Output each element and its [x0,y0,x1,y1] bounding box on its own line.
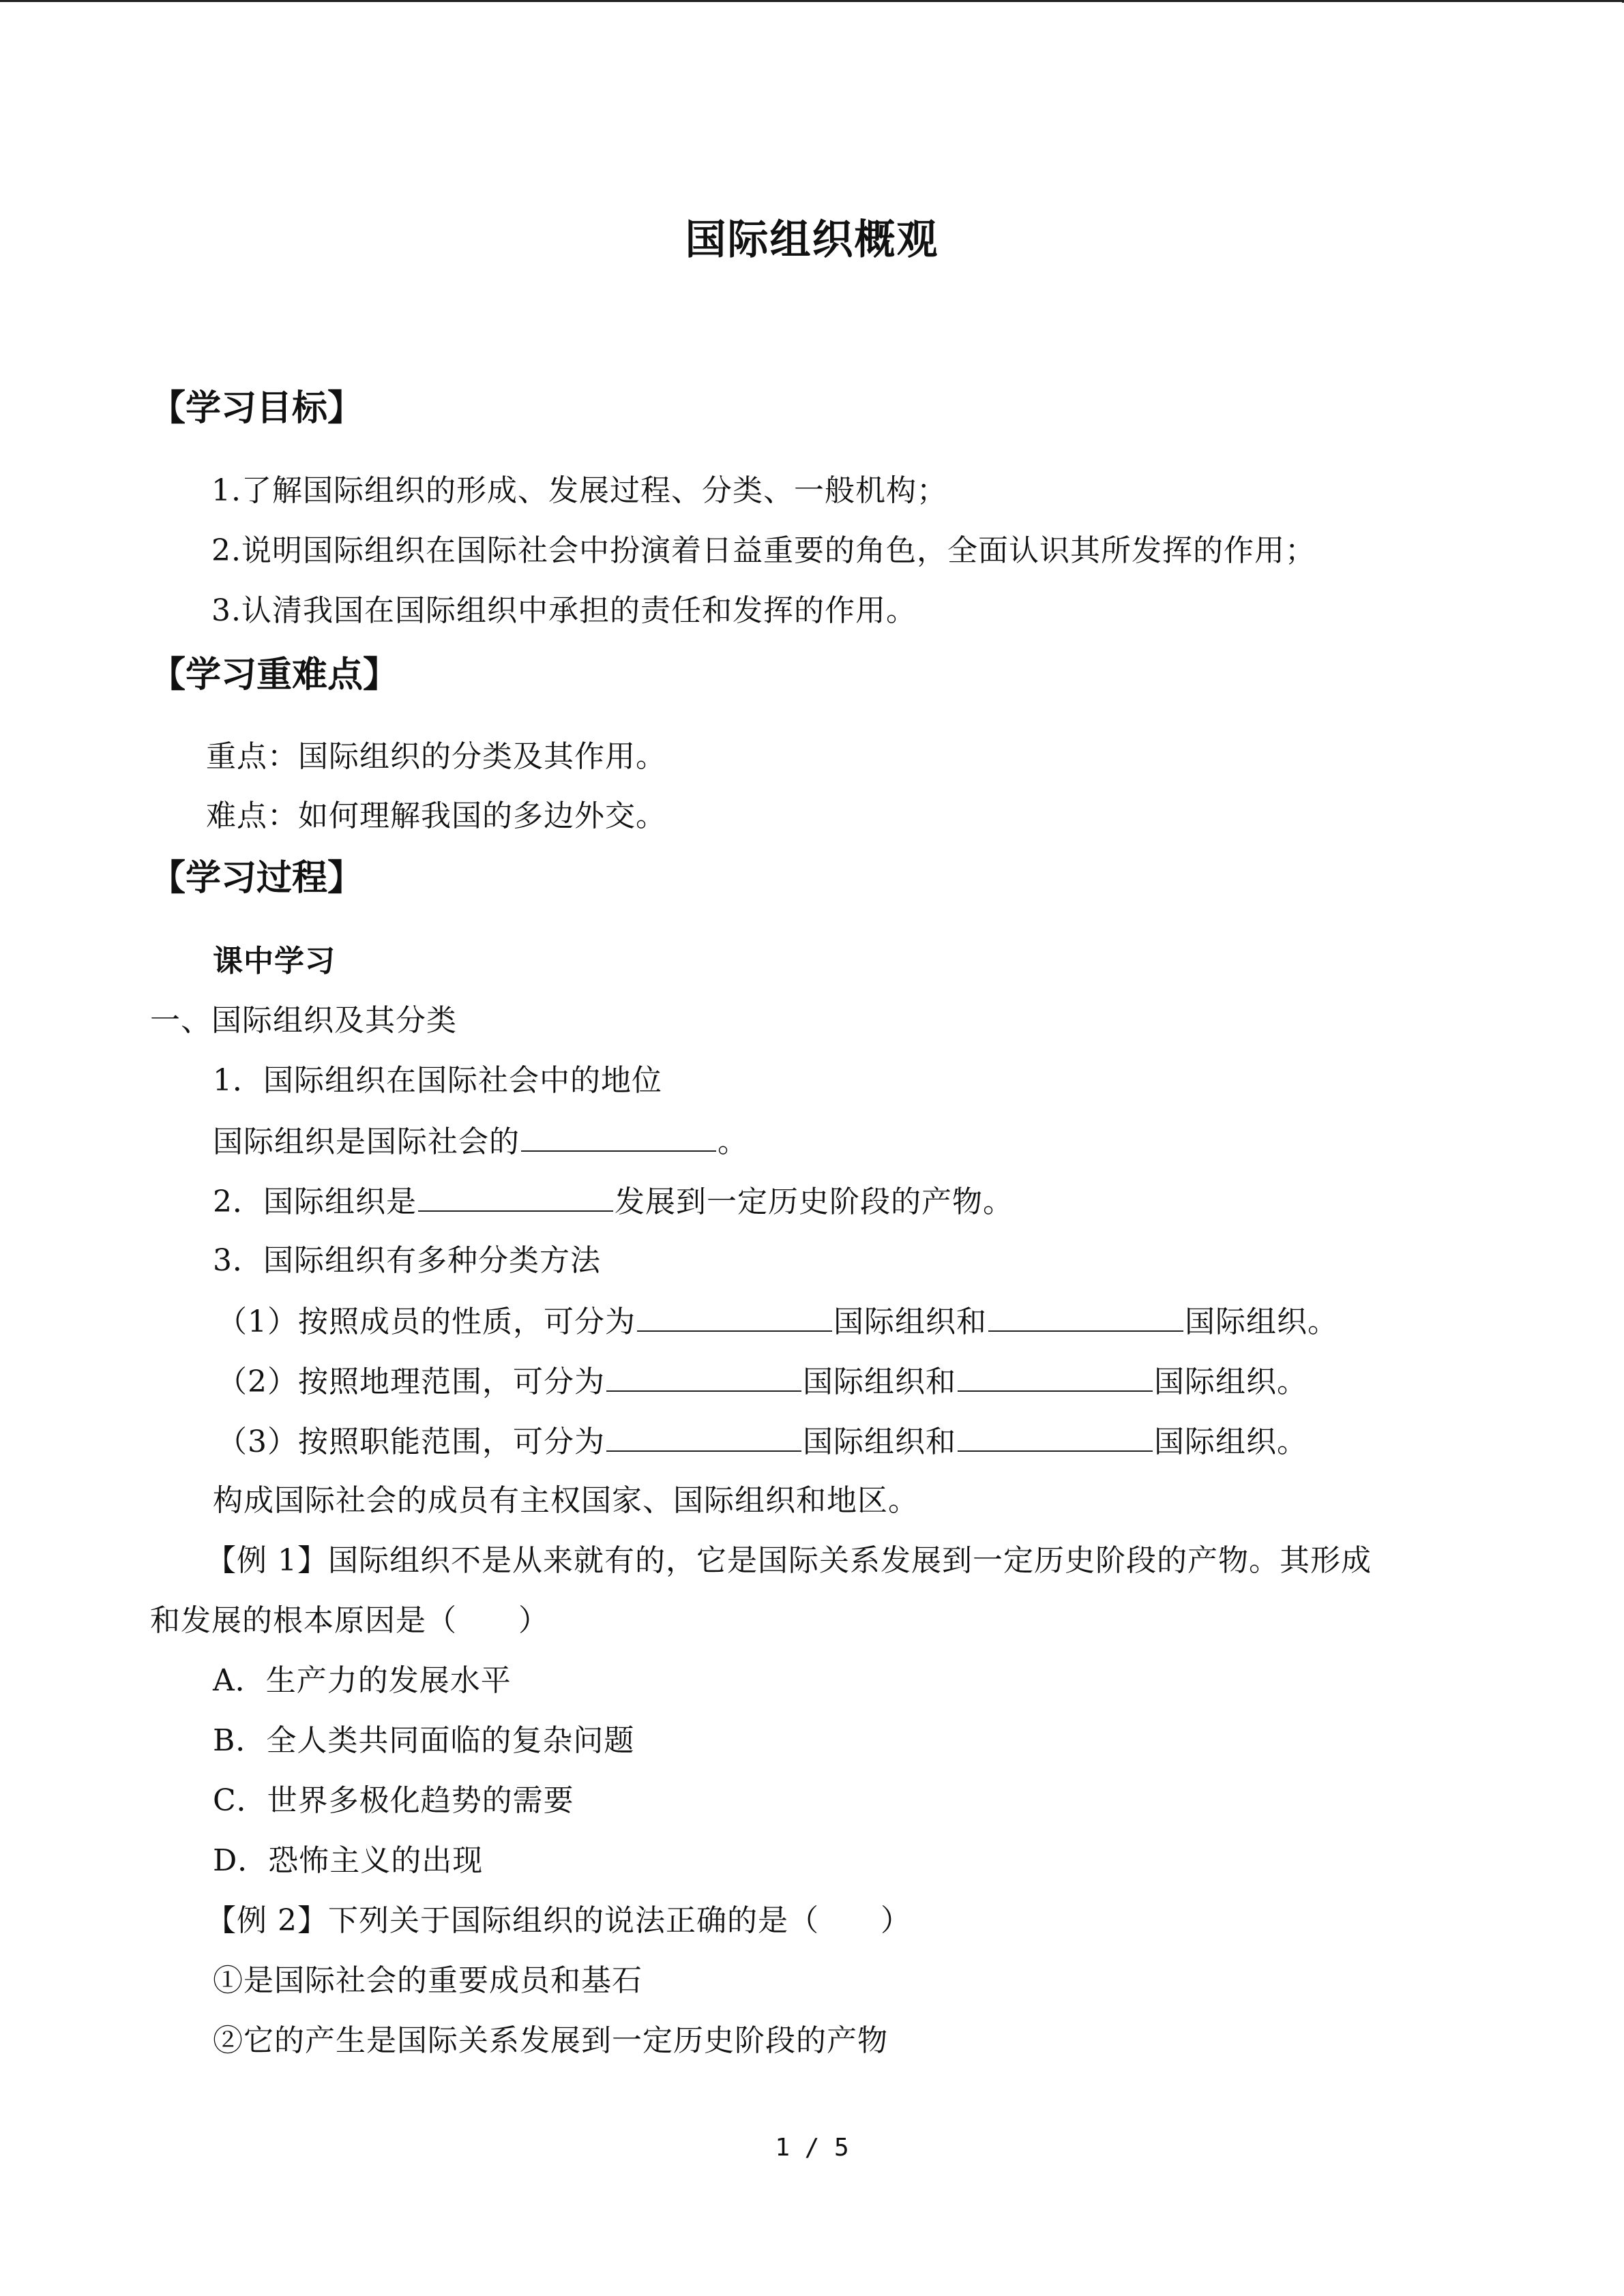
process-subheading: 课中学习 [213,944,336,979]
q1-text: 国际组织是国际社会的 [213,1124,520,1159]
question-1-fill [213,1120,748,1163]
c3-end: 国际组织。 [1154,1425,1308,1459]
answer-blank[interactable] [606,1420,801,1452]
example-2-line: 【例 2】下列关于国际组织的说法正确的是（ ） [206,1903,911,1938]
answer-blank[interactable] [418,1180,613,1212]
example-1-line-2: 和发展的根本原因是（ ） [150,1603,549,1638]
process-heading: 【学习过程】 [150,858,364,899]
example-1-option-c: C．世界多极化趋势的需要 [213,1783,574,1818]
answer-blank[interactable] [958,1420,1153,1452]
example-1-option-a: A．生产力的发展水平 [213,1663,512,1698]
answer-blank[interactable] [637,1300,832,1332]
answer-blank[interactable] [958,1360,1153,1392]
members-note: 构成国际社会的成员有主权国家、国际组织和地区。 [213,1483,919,1518]
q2-text-a: 2．国际组织是 [213,1184,417,1219]
answer-blank[interactable] [988,1300,1183,1332]
c3-mid: 国际组织和 [803,1425,956,1459]
c1-text: （1）按照成员的性质，可分为 [217,1304,636,1339]
page-border [0,0,1624,3]
objectives-heading: 【学习目标】 [150,388,364,429]
focus-point: 重点：国际组织的分类及其作用。 [206,739,666,774]
example-1-option-b: B．全人类共同面临的复杂问题 [213,1723,635,1758]
part1-title: 一、国际组织及其分类 [150,1003,457,1038]
objective-item-2: 2.说明国际组织在国际社会中扮演着日益重要的角色，全面认识其所发挥的作用； [211,533,1316,568]
objective-item-3: 3.认清我国在国际组织中承担的责任和发挥的作用。 [211,593,917,628]
c2-end: 国际组织。 [1154,1365,1308,1399]
example-1-option-d: D．恐怖主义的出现 [213,1843,484,1878]
c1-mid: 国际组织和 [833,1304,987,1339]
answer-blank[interactable] [521,1120,716,1152]
question-3: 3．国际组织有多种分类方法 [213,1243,601,1278]
q2-text-b: 发展到一定历史阶段的产物。 [615,1184,1014,1219]
c1-end: 国际组织。 [1185,1304,1338,1339]
q1-end: 。 [718,1124,748,1159]
difficulty-point: 难点：如何理解我国的多边外交。 [206,799,666,833]
example-2-item-1: ①是国际社会的重要成员和基石 [213,1963,643,1998]
example-2-item-2: ②它的产生是国际关系发展到一定历史阶段的产物 [213,2023,888,2058]
answer-blank[interactable] [606,1360,801,1392]
classification-2 [217,1360,1308,1403]
c2-text: （2）按照地理范围，可分为 [217,1365,605,1399]
example-1-line-1: 【例 1】国际组织不是从来就有的，它是国际关系发展到一定历史阶段的产物。其形成 [206,1543,1372,1578]
objective-item-1: 1.了解国际组织的形成、发展过程、分类、一般机构； [211,473,947,508]
classification-3 [217,1420,1308,1463]
key-points-heading: 【学习重难点】 [150,655,399,696]
page-title: 国际组织概观 [685,216,939,264]
classification-1 [217,1300,1338,1343]
c3-text: （3）按照职能范围，可分为 [217,1425,605,1459]
question-2 [213,1180,1014,1223]
question-1: 1．国际组织在国际社会中的地位 [213,1063,662,1098]
c2-mid: 国际组织和 [803,1365,956,1399]
page-number: 1 / 5 [775,2134,849,2162]
